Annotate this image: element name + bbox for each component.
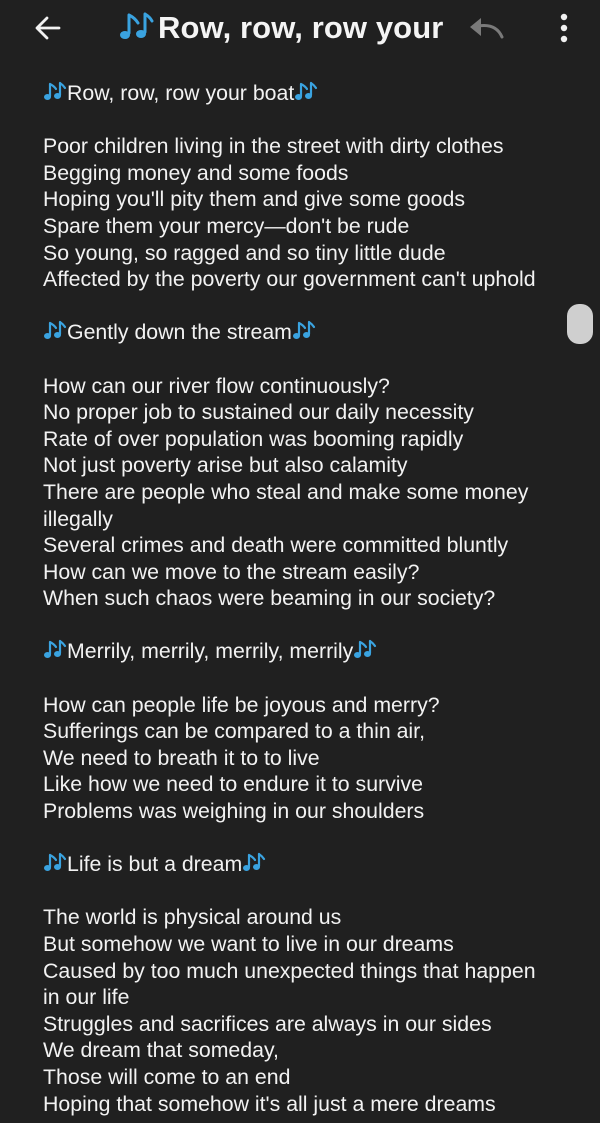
blank-line <box>43 107 563 134</box>
blank-line <box>43 825 563 852</box>
undo-button[interactable] <box>464 12 508 44</box>
stanza-heading-text: Merrily, merrily, merrily, merrily <box>67 639 354 664</box>
lyric-line: How can our river flow continuously? <box>43 373 390 398</box>
lyric-line: Hoping that somehow it's all just a mere dreams <box>43 1091 496 1116</box>
music-notes-icon <box>292 320 316 342</box>
stanza-heading-text: Row, row, row your boat <box>67 81 295 105</box>
music-notes-icon <box>118 11 156 45</box>
stanza-heading-text: Gently down the stream <box>67 320 292 345</box>
blank-line <box>43 346 563 373</box>
stanza-heading <box>43 638 563 665</box>
more-vert-icon <box>559 13 569 43</box>
scrollbar-thumb[interactable] <box>567 304 593 344</box>
lyric-line: Begging money and some foods <box>43 160 349 185</box>
lyric-line: Poor children living in the street with dirty clothes <box>43 134 504 159</box>
lyric-line: No proper job to sustained our daily necessity <box>43 400 474 425</box>
stanza-heading <box>43 80 563 107</box>
lyric-line: When such chaos were beaming in our society? <box>43 586 496 611</box>
lyric-line: Several crimes and death were committed bluntly <box>43 533 509 558</box>
lyric-line: How can we move to the stream easily? <box>43 559 420 584</box>
stanza-heading-text: Life is but a dream <box>67 852 243 877</box>
music-notes-icon <box>43 639 67 661</box>
music-notes-icon <box>43 320 67 342</box>
lyric-line: How can people life be joyous and merry? <box>43 692 440 717</box>
arrow-left-icon <box>33 13 63 43</box>
lyric-line: Like how we need to endure it to survive <box>43 772 424 797</box>
lyric-line: We need to breath it to to live <box>43 745 320 770</box>
more-options-button[interactable] <box>548 8 580 48</box>
lyric-line: Those will come to an end <box>43 1064 291 1089</box>
stanza-heading <box>43 319 563 346</box>
note-title: Row, row, row your <box>158 10 444 45</box>
music-notes-icon <box>43 852 67 874</box>
blank-line <box>43 878 563 905</box>
lyric-line: Hoping you'll pity them and give some goods <box>43 187 465 212</box>
undo-icon <box>466 15 506 41</box>
lyric-line: There are people who steal and make some money <box>43 479 529 504</box>
blank-line <box>43 612 563 639</box>
blank-line <box>43 665 563 692</box>
back-button[interactable] <box>26 6 70 50</box>
lyric-line: Spare them your mercy—don't be rude <box>43 213 410 238</box>
lyric-line: So young, so ragged and so tiny little dude <box>43 240 446 265</box>
blank-line <box>43 293 563 320</box>
lyric-line: But somehow we want to live in our dreams <box>43 932 454 956</box>
lyric-line: Struggles and sacrifices are always in our sides <box>43 1011 492 1036</box>
lyric-line: Sufferings can be compared to a thin air, <box>43 719 426 744</box>
music-notes-icon <box>242 852 266 874</box>
music-notes-icon <box>294 81 318 103</box>
top-app-bar <box>0 0 600 56</box>
music-notes-icon <box>353 639 377 661</box>
lyric-line: illegally <box>43 506 113 531</box>
lyric-line: Problems was weighing in our shoulders <box>43 799 425 824</box>
stanza-heading <box>43 851 563 878</box>
music-notes-icon <box>43 81 67 103</box>
note-body[interactable] <box>43 80 563 1117</box>
lyric-line: in our life <box>43 985 130 1010</box>
lyric-line: Rate of over population was booming rapidly <box>43 426 464 451</box>
lyric-line: Affected by the poverty our government can't uphold <box>43 267 536 292</box>
lyric-line: Not just poverty arise but also calamity <box>43 453 408 478</box>
lyric-line: We dream that someday, <box>43 1038 279 1063</box>
lyric-line: Caused by too much unexpected things that happen <box>43 958 536 983</box>
note-title-bar[interactable] <box>118 8 458 48</box>
lyric-line: The world is physical around us <box>43 905 342 930</box>
